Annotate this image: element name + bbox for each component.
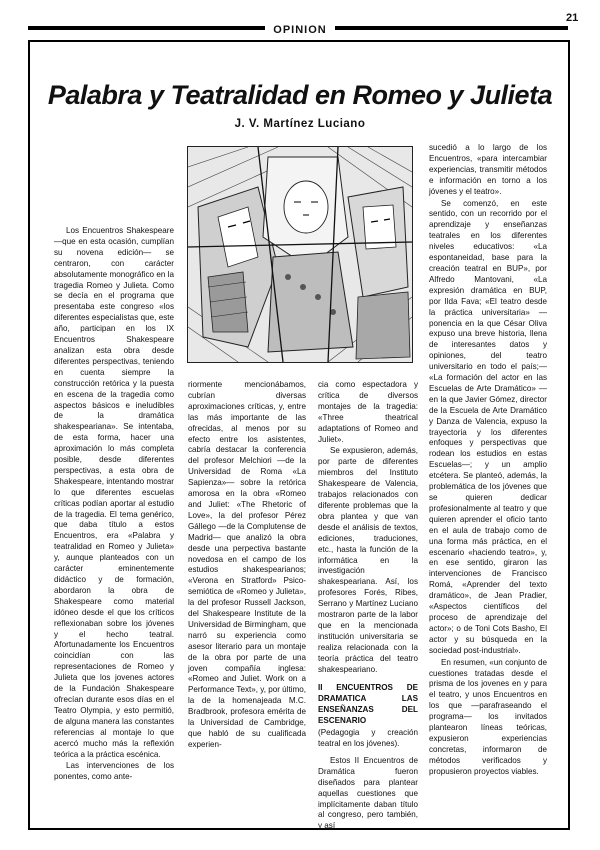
column-4 <box>429 143 547 778</box>
column-1 <box>54 226 174 783</box>
section-heading: II ENCUENTROS DE DRAMATICA LAS ENSEÑANZAS DEL ESCENARIO <box>318 683 418 726</box>
paragraph: sucedió a lo largo de los Encuentros, «para intercambiar experiencias, transmitir métodos e información en torno a los jóvenes y el teatro». <box>429 143 547 196</box>
section-label: OPINION <box>0 26 600 38</box>
paragraph: En resumen, «un conjunto de cuestiones tratadas desde el prisma de los jovenes en y para el teatro, y unos Encuentros en los que —parafraseando el programa— los invitados plantearon líneas teóricas, expusieron experiencias concretas, informaron de métodos verificados y propusieron proyectos viables. <box>429 657 547 776</box>
paragraph: Se comenzó, en este sentido, con un recorrido por el aprendizaje y enseñanzas teatrales en los diferentes niveles educativos: «La espontaneidad, base para la creación teatral en BUP», por Alfredo Mantovani, «La expresión dramática en BUP, por Ilda Fava; «El teatro desde la práctica universitaria» —ponencia en la que César Oliva expuso una breve historia, llena de interesantes datos y opiniones, del teatro universitario en todo el país;— «La formación del actor en las Escuelas de Arte Dramático» —en la que Javier Gómez, director de la Escuela de Arte Dramático y Danza de Valencia, expuso la trayectoria y los diferentes enfoques y perspectivas que rodean los estudios en estas Escuelas—; y un amplio etcétera. Se planteó, además, la problemática de los jóvenes que se quieren dedicar profesionalmente al teatro y que quieren aprender el oficio tanto en el aula de trabajo como de una forma más práctica, en el escenario «haciendo teatro», y, en ese sentido, giraron las intervenciones de Francisco Romá, «Aprender del texto dramático», de Jean Pradier, «Aspectos científicos del proceso de aprendizaje del actor»; o de Toni Cots Basho, El actor y su búsqueda en la sociedad post-industrial». <box>429 198 547 655</box>
column-3 <box>318 380 418 832</box>
paragraph: riormente mencionábamos, cubrían diversas aproximaciones críticas, y, entre las más importante de las ofrecidas, al menos por su efecto entre los asistentes, cabría destacar la conferencia del profesor Melchiori —de la Universidad de Roma «La Sapienza»— sobre la retórica amorosa en la obra «Romeo and Juliet: «The Rhetoric of Love», la del profesor Pérez Gállego —de la Complutense de Madrid— que analizó la obra desde una perpectiva bastante novedosa en el campo de los estudios shakespearianos; «Verona en Stratford» Psico-semiótica de «Romeo y Julieta», la del profesor Russell Jackson, del Shakespeare Institute de la Universidad de Birmingham, que narró su experiencia como asesor literario para un montaje de la obra por parte de una joven compañía inglesa: «Romeo and Juliet. Work on a Performance Text», y, por último, la de la homenajeada M.C. Bradbrook, profesora emérita de la Universidad de Cambridge, que habló de su cualificada experien- <box>188 380 307 749</box>
article-author: J. V. Martínez Luciano <box>234 118 366 130</box>
paragraph: Se expusieron, además, por parte de diferentes miembros del Instituto Shakespeare de Valencia, trabajos relacionados con diferente problemas que la obra plantea y que van desde el análisis de textos, ediciones, traduciones, etc., hasta la función de la informática en la investigación shakespeariana. Así, los profesores Forés, Ribes, Serrano y Martínez Luciano mostraron parte de la labor que en la mencionada institución universitaria se realiza relacionada con la teoría práctica del teatro shakespeariano. <box>318 446 418 674</box>
section-subheading: (Pedagogia y creación teatral en los jóvenes). <box>318 728 418 748</box>
cubist-illustration <box>187 146 413 363</box>
column-2 <box>188 380 306 751</box>
paragraph: Los Encuentros Shakespeare —que en esta ocasión, cumplían su novena edición— se centraron, con carácter absolutamente monográfico en la tragedia Romeo y Julieta. Como se decía en el programa que presentaba este congreso «los diferentes especialistas que, este año, participan en los IX Encuentros Shakespeare analizan esta obra desde diferentes perspectivas, teniendo en cuenta siempre la construcción retórica y la puesta en escena de la tragedia como aspectos básicos e ineludibles de la dramática shakespeariana». Se intentaba, de esta forma, hacer una aproximación lo más completa posible, desde diferentes perspectivas, a esta obra de Shakespeare, intentando mostrar lo que diferentes escuelas críticas podían aportar al estudio de la tragedia. El tema genérico, que daba título a estos Encuentros, era «Palabra y teatralidad en Romeo y Julieta» y, aunque planteados con un carácter eminentemente didáctico y de formación, abordaron la obra de Shakespeare como material idóneo desde el que los críticos reflexionaban sobre los jóvenes y el hecho teatral. Afortunadamente los Encuentros coincidían con las representaciones de Romeo y Julieta que los jovenes actores de la Fundación Shakespeare ofrecían durante esos días en el Teatro Olympia, y esto permitió, de alguna manera las constantes referencias al montaje lo que acercó mucho más la reflexión teórica a la práctica escénica. <box>54 226 174 759</box>
page-number: 21 <box>566 12 579 24</box>
paragraph: Las intervenciones de los ponentes, como ante- <box>54 761 174 782</box>
paragraph: cia como espectadora y crítica de diversos montajes de la tragedia: «Three theatrical adaptations of Romeo and Juliet». <box>318 380 418 444</box>
paragraph: Estos II Encuentros de Dramática fueron diseñados para plantear aquellas cuestiones que implícitamente daban título al congreso, pero también, y así <box>318 755 418 831</box>
article-title: Palabra y Teatralidad en Romeo y Julieta <box>47 80 553 110</box>
